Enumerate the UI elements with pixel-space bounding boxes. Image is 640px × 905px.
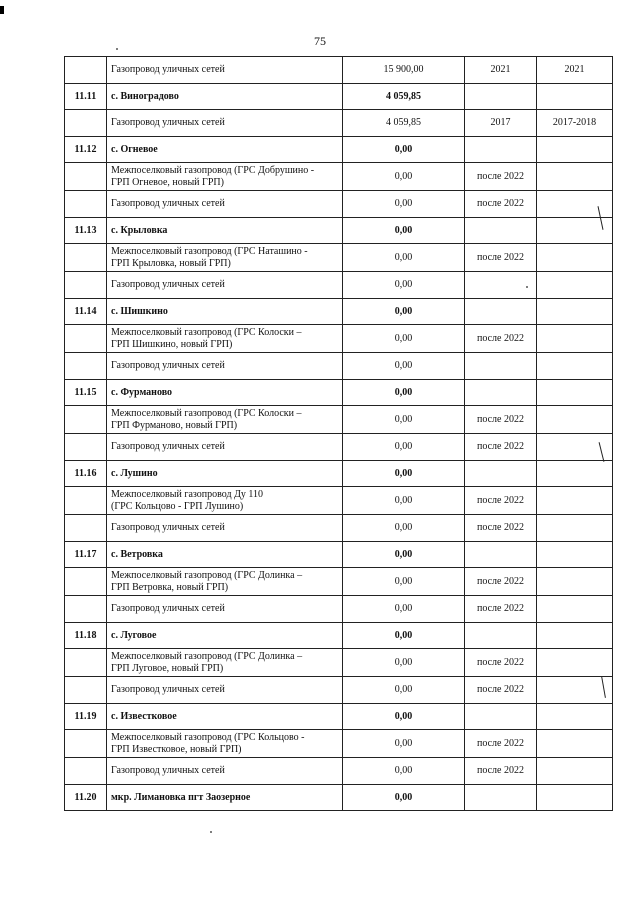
row-name: мкр. Лимановка пгт Заозерное [107,785,343,811]
row-year-end [537,677,613,704]
row-year-end [537,623,613,649]
row-number: 11.13 [65,218,107,244]
row-value: 0,00 [343,623,465,649]
row-year-end [537,218,613,244]
row-number: 11.16 [65,461,107,487]
row-number: 11.19 [65,704,107,730]
row-value: 15 900,00 [343,57,465,84]
row-year-end [537,568,613,596]
row-year-start: после 2022 [465,568,537,596]
row-name: Газопровод уличных сетей [107,272,343,299]
row-value: 0,00 [343,758,465,785]
row-value: 0,00 [343,568,465,596]
row-name: Межпоселковый газопровод (ГРС Кольцово - ГРП Известковое, новый ГРП) [107,730,343,758]
table-row [65,515,613,542]
row-number [65,758,107,785]
row-number [65,649,107,677]
row-year-start: после 2022 [465,758,537,785]
row-year-end [537,758,613,785]
row-number: 11.14 [65,299,107,325]
row-name: Газопровод уличных сетей [107,758,343,785]
row-year-start: после 2022 [465,244,537,272]
row-value: 0,00 [343,434,465,461]
row-value: 0,00 [343,191,465,218]
row-year-end [537,325,613,353]
table-row [65,110,613,137]
row-name: Газопровод уличных сетей [107,515,343,542]
row-name: с. Ветровка [107,542,343,568]
row-number [65,677,107,704]
table-row [65,730,613,758]
row-value: 0,00 [343,353,465,380]
row-name: с. Лушино [107,461,343,487]
row-year-end: 2017-2018 [537,110,613,137]
row-year-start: после 2022 [465,730,537,758]
row-value: 0,00 [343,487,465,515]
row-name: Межпоселковый газопровод (ГРС Долинка – ГРП Луговое, новый ГРП) [107,649,343,677]
scan-dot [210,831,212,833]
row-year-start: после 2022 [465,649,537,677]
table-row [65,353,613,380]
row-year-end [537,542,613,568]
row-number [65,325,107,353]
table-row [65,163,613,191]
row-name: с. Виноградово [107,84,343,110]
table-body [65,57,613,811]
row-name: с. Огневое [107,137,343,163]
section-row [65,218,613,244]
scan-corner-mark [0,6,4,14]
row-value: 0,00 [343,137,465,163]
table-row [65,325,613,353]
row-year-end [537,515,613,542]
row-name: с. Шишкино [107,299,343,325]
row-number [65,57,107,84]
row-year-start: после 2022 [465,325,537,353]
row-value: 0,00 [343,244,465,272]
row-year-end [537,380,613,406]
row-year-start [465,353,537,380]
row-value: 0,00 [343,785,465,811]
table-row [65,568,613,596]
table-row [65,434,613,461]
row-name: с. Известковое [107,704,343,730]
row-year-end [537,191,613,218]
row-year-start [465,380,537,406]
row-year-end [537,730,613,758]
row-name: Газопровод уличных сетей [107,191,343,218]
row-value: 0,00 [343,406,465,434]
row-year-start: 2021 [465,57,537,84]
row-year-start: после 2022 [465,191,537,218]
row-number [65,272,107,299]
row-name: Газопровод уличных сетей [107,353,343,380]
row-value: 0,00 [343,299,465,325]
row-name: с. Луговое [107,623,343,649]
row-value: 0,00 [343,325,465,353]
row-year-start: после 2022 [465,487,537,515]
row-value: 4 059,85 [343,84,465,110]
row-number [65,434,107,461]
table-row [65,649,613,677]
row-value: 0,00 [343,542,465,568]
table-row [65,596,613,623]
row-year-end [537,434,613,461]
row-number: 11.11 [65,84,107,110]
row-value: 0,00 [343,163,465,191]
section-row [65,461,613,487]
page-number: 75 [314,34,326,48]
row-number [65,515,107,542]
table-row [65,758,613,785]
row-number [65,163,107,191]
table-row [65,487,613,515]
row-year-end [537,272,613,299]
row-year-end [537,84,613,110]
row-name: Межпоселковый газопровод (ГРС Наташино - ГРП Крыловка, новый ГРП) [107,244,343,272]
row-value: 0,00 [343,461,465,487]
row-year-start: после 2022 [465,434,537,461]
table-row [65,406,613,434]
row-value: 0,00 [343,649,465,677]
row-value: 0,00 [343,218,465,244]
row-value: 0,00 [343,272,465,299]
row-year-start [465,542,537,568]
row-year-end [537,704,613,730]
gas-pipeline-table [64,56,613,811]
row-name: с. Крыловка [107,218,343,244]
row-name: Межпоселковый газопровод (ГРС Колоски – ГРП Шишкино, новый ГРП) [107,325,343,353]
row-name: Газопровод уличных сетей [107,434,343,461]
row-name: Газопровод уличных сетей [107,677,343,704]
row-year-start [465,623,537,649]
row-number [65,353,107,380]
row-value: 0,00 [343,380,465,406]
row-number [65,244,107,272]
section-row [65,299,613,325]
section-row [65,785,613,811]
row-year-start: после 2022 [465,515,537,542]
row-year-start [465,272,537,299]
section-row [65,623,613,649]
row-number [65,568,107,596]
table-row [65,244,613,272]
table-row [65,272,613,299]
row-number: 11.12 [65,137,107,163]
row-number: 11.20 [65,785,107,811]
row-year-end [537,137,613,163]
table-row [65,191,613,218]
row-year-end: 2021 [537,57,613,84]
row-year-start [465,137,537,163]
row-year-start: после 2022 [465,677,537,704]
row-value: 0,00 [343,704,465,730]
row-number [65,596,107,623]
row-number: 11.15 [65,380,107,406]
table-row [65,57,613,84]
row-year-start: после 2022 [465,596,537,623]
row-number [65,487,107,515]
row-year-end [537,353,613,380]
row-year-start [465,299,537,325]
row-number: 11.17 [65,542,107,568]
row-year-end [537,487,613,515]
section-row [65,704,613,730]
row-year-start: после 2022 [465,406,537,434]
row-name: Межпоселковый газопровод (ГРС Колоски – ГРП Фурманово, новый ГРП) [107,406,343,434]
section-row [65,84,613,110]
row-year-end [537,649,613,677]
row-number [65,191,107,218]
row-value: 4 059,85 [343,110,465,137]
row-name: с. Фурманово [107,380,343,406]
scan-dot [116,48,118,50]
section-row [65,137,613,163]
row-name: Газопровод уличных сетей [107,596,343,623]
row-year-start [465,84,537,110]
row-year-end [537,406,613,434]
row-year-end [537,785,613,811]
row-number [65,110,107,137]
row-year-start [465,461,537,487]
row-name: Межпоселковый газопровод (ГРС Добрушино - ГРП Огневое, новый ГРП) [107,163,343,191]
row-year-end [537,163,613,191]
row-year-start [465,218,537,244]
row-year-end [537,244,613,272]
row-year-start: 2017 [465,110,537,137]
row-value: 0,00 [343,730,465,758]
row-number [65,406,107,434]
row-number [65,730,107,758]
row-year-start [465,785,537,811]
row-number: 11.18 [65,623,107,649]
row-year-end [537,596,613,623]
section-row [65,542,613,568]
row-value: 0,00 [343,515,465,542]
table-row [65,677,613,704]
row-year-start: после 2022 [465,163,537,191]
row-year-end [537,461,613,487]
row-year-end [537,299,613,325]
row-name: Межпоселковый газопровод (ГРС Долинка – ГРП Ветровка, новый ГРП) [107,568,343,596]
section-row [65,380,613,406]
row-name: Газопровод уличных сетей [107,110,343,137]
row-value: 0,00 [343,596,465,623]
row-name: Газопровод уличных сетей [107,57,343,84]
row-value: 0,00 [343,677,465,704]
row-year-start [465,704,537,730]
row-name: Межпоселковый газопровод Ду 110 (ГРС Кольцово - ГРП Лушино) [107,487,343,515]
